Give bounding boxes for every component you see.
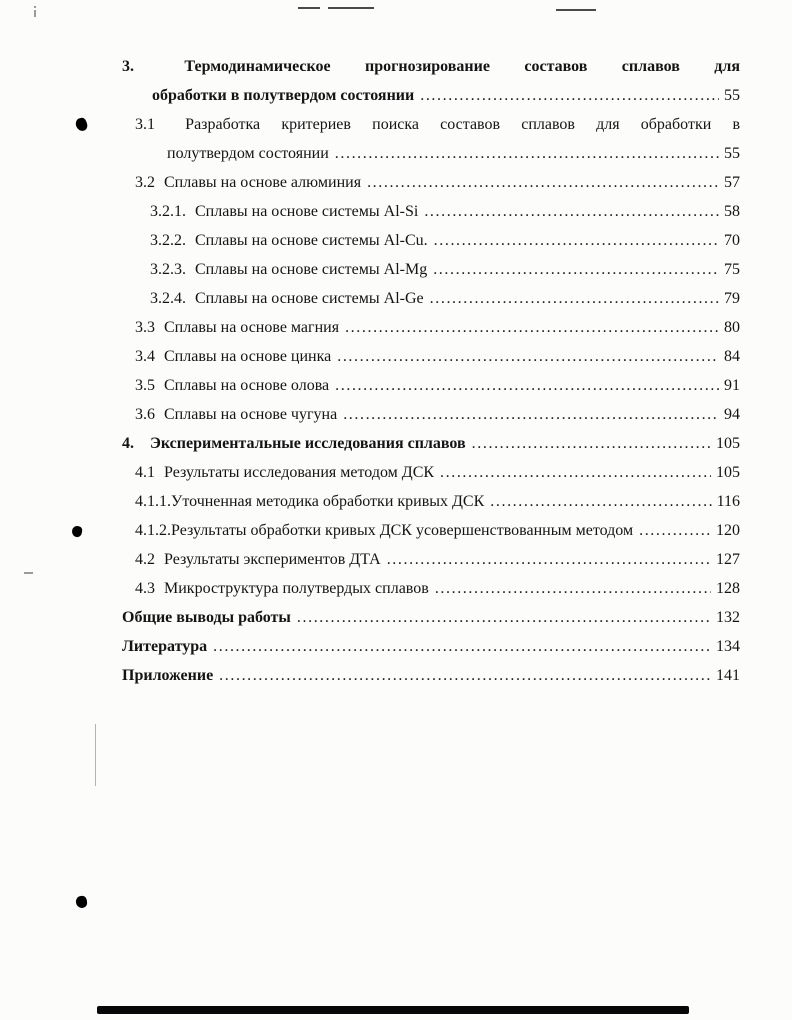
toc-entry <box>122 632 740 661</box>
toc-entry <box>122 197 740 226</box>
toc-entry <box>122 168 740 197</box>
dot-leader <box>420 81 719 110</box>
toc-entry-title: Сплавы на основе олова <box>164 377 330 394</box>
toc-entry-number: 4.2 <box>135 551 155 568</box>
toc-entry-title: Сплавы на основе чугуна <box>164 406 338 423</box>
scan-dash-top-3 <box>556 9 596 11</box>
toc-entry-title: Сплавы на основе системы Al-Si <box>195 203 419 220</box>
toc-entry-number: 3.2.3. <box>150 261 186 278</box>
toc-entry <box>122 545 740 574</box>
toc-entry-page: 128 <box>716 580 740 597</box>
toc-entry-title: Микроструктура полутвердых сплавов <box>164 580 429 597</box>
toc-entry <box>122 110 740 168</box>
toc-entry-page: 127 <box>716 551 740 568</box>
toc-entry-title: Результаты обработки кривых ДСК усовершенствованным методом <box>171 522 634 539</box>
toc-entry-title: Сплавы на основе системы Al-Mg <box>195 261 428 278</box>
toc-entry-page: 75 <box>724 261 740 278</box>
toc-entry-title: Приложение <box>122 667 214 684</box>
toc-entry <box>122 429 740 458</box>
toc-entry-page: 134 <box>716 638 740 655</box>
toc <box>122 52 740 690</box>
dot-leader <box>335 139 719 168</box>
dot-leader <box>337 342 719 371</box>
toc-entry-title: Уточненная методика обработки кривых ДСК <box>171 493 485 510</box>
toc-entry-number: 4.1.1. <box>135 493 171 510</box>
toc-entry-page: 91 <box>724 377 740 394</box>
scan-bar-bottom <box>97 1006 689 1014</box>
toc-entry <box>122 313 740 342</box>
toc-entry-title: Сплавы на основе цинка <box>164 348 332 365</box>
toc-entry-number: 3.2.4. <box>150 290 186 307</box>
dot-leader <box>430 284 719 313</box>
toc-entry-page: 55 <box>724 87 740 104</box>
scan-dash-left <box>24 572 33 574</box>
toc-entry <box>122 342 740 371</box>
toc-entry <box>122 574 740 603</box>
toc-entry-title: Результаты исследования методом ДСК <box>164 464 435 481</box>
dot-leader <box>219 661 711 690</box>
scan-dash-top-2 <box>328 7 374 9</box>
toc-entry <box>122 226 740 255</box>
toc-entry-number: 3.5 <box>135 377 155 394</box>
toc-entry-title: Разработка критериев поиска составов сплавов для обработки в <box>185 116 740 133</box>
toc-entry <box>122 52 740 110</box>
dot-leader <box>335 371 719 400</box>
toc-entry-number: 3.2.1. <box>150 203 186 220</box>
scan-vline-left <box>95 724 96 786</box>
toc-entry <box>122 603 740 632</box>
toc-entry-title: Сплавы на основе системы Al-Cu. <box>195 232 428 249</box>
toc-entry <box>122 284 740 313</box>
toc-entry-title: Сплавы на основе алюминия <box>164 174 362 191</box>
toc-entry-title: Термодинамическое прогнозирование составов сплавов для <box>184 58 741 75</box>
toc-entry-title: Результаты экспериментов ДТА <box>164 551 381 568</box>
toc-entry-title: Сплавы на основе системы Al-Ge <box>195 290 424 307</box>
dot-leader <box>639 516 711 545</box>
toc-entry-title: Общие выводы работы <box>122 609 291 626</box>
ink-blob-3 <box>75 895 88 909</box>
toc-entry-page: 141 <box>716 667 740 684</box>
toc-entry <box>122 516 740 545</box>
toc-entry-page: 79 <box>724 290 740 307</box>
toc-entry-page: 58 <box>724 203 740 220</box>
toc-entry-title: Экспериментальные исследования сплавов <box>150 435 466 452</box>
toc-entry-page: 84 <box>724 348 740 365</box>
toc-entry <box>122 371 740 400</box>
toc-entry-page: 55 <box>724 145 740 162</box>
dot-leader <box>435 574 711 603</box>
toc-entry <box>122 458 740 487</box>
dot-leader <box>367 168 719 197</box>
toc-entry-page: 116 <box>716 493 740 510</box>
toc-entry-page: 105 <box>716 464 740 481</box>
toc-entry-page: 57 <box>724 174 740 191</box>
dot-leader <box>490 487 711 516</box>
toc-entry <box>122 661 740 690</box>
toc-entry-number: 3.2.2. <box>150 232 186 249</box>
ink-blob-2 <box>71 525 83 538</box>
toc-entry-page: 105 <box>716 435 740 452</box>
toc-entry-number: 4.3 <box>135 580 155 597</box>
dot-leader <box>440 458 711 487</box>
scan-dash-top-1 <box>298 7 320 9</box>
dot-leader <box>434 226 719 255</box>
toc-entry-page: 70 <box>724 232 740 249</box>
dot-leader <box>472 429 711 458</box>
toc-entry-page: 80 <box>724 319 740 336</box>
dot-leader <box>343 400 719 429</box>
toc-entry-number: 3.3 <box>135 319 155 336</box>
toc-entry-title: Сплавы на основе магния <box>164 319 340 336</box>
toc-entry-number: 3. <box>122 58 134 75</box>
toc-entry-page: 94 <box>724 406 740 423</box>
toc-entry-number: 4.1.2. <box>135 522 171 539</box>
dot-leader <box>213 632 711 661</box>
toc-entry-number: 3.2 <box>135 174 155 191</box>
toc-entry-number: 3.1 <box>135 116 155 133</box>
toc-entry <box>122 487 740 516</box>
toc-entry-title: обработки в полутвердом состоянии <box>152 87 415 104</box>
toc-entry <box>122 255 740 284</box>
toc-entry-title: Литература <box>122 638 208 655</box>
dot-leader <box>345 313 719 342</box>
toc-entry-number: 4.1 <box>135 464 155 481</box>
scan-mark-i-stem <box>34 10 36 17</box>
dot-leader <box>387 545 711 574</box>
toc-entry-page: 120 <box>716 522 740 539</box>
toc-entry-number: 3.4 <box>135 348 155 365</box>
dot-leader <box>433 255 719 284</box>
scan-mark-i-dot <box>34 6 36 8</box>
toc-entry <box>122 400 740 429</box>
toc-entry-title: полутвердом состоянии <box>167 145 329 162</box>
ink-blob-1 <box>74 117 88 133</box>
toc-entry-page: 132 <box>716 609 740 626</box>
dot-leader <box>297 603 711 632</box>
toc-entry-number: 3.6 <box>135 406 155 423</box>
dot-leader <box>424 197 719 226</box>
toc-entry-number: 4. <box>122 435 134 452</box>
